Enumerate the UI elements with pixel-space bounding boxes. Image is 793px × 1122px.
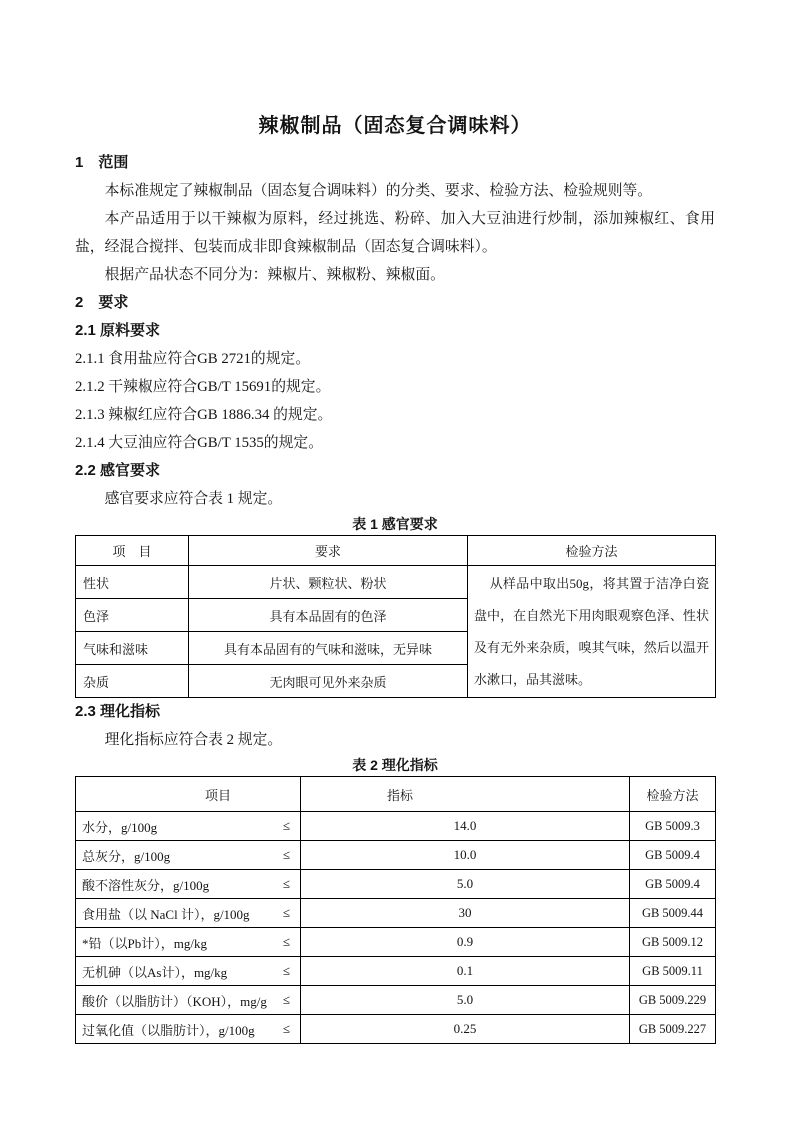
table-row [76,812,716,841]
less-equal-symbol: ≤ [282,1021,290,1036]
column-header-item: 项目 [76,777,301,812]
limit-value: 10.0 [301,841,630,870]
limit-value: 0.1 [301,957,630,986]
row-label: 色泽 [76,599,189,632]
table-row [76,986,716,1015]
item-name: 总灰分，g/100g [82,848,171,864]
table2-caption: 表 2 理化指标 [352,757,438,773]
less-equal-symbol: ≤ [282,847,290,862]
item-name: 无机砷（以As计），mg/kg [82,964,228,980]
item-name: 酸不溶性灰分，g/100g [82,877,210,893]
method-standard: GB 5009.227 [630,1015,716,1044]
table-row [76,928,716,957]
item-name: *铅（以Pb计），mg/kg [82,935,207,951]
heading-raw-material: 2.1 原料要求 [75,322,161,339]
less-equal-symbol: ≤ [282,934,290,949]
raw-material-item-4: 2.1.4 大豆油应符合GB/T 1535的规定。 [75,435,323,451]
less-equal-symbol: ≤ [282,876,290,891]
table-row [76,1015,716,1044]
scope-paragraph-3: 根据产品状态不同分为：辣椒片、辣椒粉、辣椒面。 [104,267,445,283]
table1-caption: 表 1 感官要求 [352,516,438,532]
method-standard: GB 5009.12 [630,928,716,957]
less-equal-symbol: ≤ [282,992,290,1007]
limit-value: 5.0 [301,986,630,1015]
less-equal-symbol: ≤ [282,905,290,920]
scope-paragraph-2: 本产品适用于以干辣椒为原料，经过挑选、粉碎、加入大豆油进行炒制，添加辣椒红、食用盐，经混合搅拌、包装而成非即食辣椒制品（固态复合调味料）。 [75,211,715,255]
column-header-item: 项 目 [76,536,189,566]
column-header-requirement: 要求 [189,536,468,566]
item-name: 食用盐（以 NaCl 计），g/100g [82,906,250,922]
page-title: 辣椒制品（固态复合调味料） [258,115,532,137]
method-standard: GB 5009.44 [630,899,716,928]
raw-material-item-3: 2.1.3 辣椒红应符合GB 1886.34 的规定。 [75,407,333,423]
method-standard: GB 5009.3 [630,812,716,841]
limit-value: 14.0 [301,812,630,841]
method-standard: GB 5009.4 [630,841,716,870]
limit-value: 5.0 [301,870,630,899]
method-standard: GB 5009.4 [630,870,716,899]
table-row [76,841,716,870]
method-cell: 从样品中取出50g，将其置于洁净白瓷盘中，在自然光下用肉眼观察色泽、性状及有无外来杂质，嗅其气味，然后以温开水漱口，品其滋味。 [468,566,716,698]
limit-value: 30 [301,899,630,928]
column-header-method: 检验方法 [630,777,716,812]
table-header-row [76,536,716,566]
table-row [76,870,716,899]
table-header-row [76,777,716,812]
requirement-cell: 具有本品固有的气味和滋味，无异味 [189,632,468,665]
requirement-cell: 无肉眼可见外来杂质 [189,665,468,698]
less-equal-symbol: ≤ [282,818,290,833]
physicochemical-intro: 理化指标应符合表 2 规定。 [104,732,283,748]
scope-paragraph-1: 本标准规定了辣椒制品（固态复合调味料）的分类、要求、检验方法、检验规则等。 [104,183,653,199]
limit-value: 0.25 [301,1015,630,1044]
row-label: 性状 [76,566,189,599]
limit-value: 0.9 [301,928,630,957]
item-name: 水分，g/100g [82,819,158,835]
column-header-limit: 指标 [301,777,630,812]
method-standard: GB 5009.11 [630,957,716,986]
sensory-intro: 感官要求应符合表 1 规定。 [104,491,283,507]
table-row [76,957,716,986]
heading-sensory: 2.2 感官要求 [75,462,161,479]
requirement-cell: 片状、颗粒状、粉状 [189,566,468,599]
heading-requirements: 2 要求 [75,294,129,311]
item-name: 酸价（以脂肪计）（KOH），mg/g [82,993,267,1009]
heading-physicochemical: 2.3 理化指标 [75,703,161,720]
row-label: 气味和滋味 [76,632,189,665]
raw-material-item-2: 2.1.2 干辣椒应符合GB/T 15691的规定。 [75,379,331,395]
item-name: 过氧化值（以脂肪计），g/100g [82,1022,255,1038]
physicochemical-table [75,776,716,1044]
column-header-method: 检验方法 [468,536,716,566]
requirement-cell: 具有本品固有的色泽 [189,599,468,632]
table-row [76,566,716,599]
less-equal-symbol: ≤ [282,963,290,978]
raw-material-item-1: 2.1.1 食用盐应符合GB 2721的规定。 [75,351,311,367]
sensory-table [75,535,716,698]
row-label: 杂质 [76,665,189,698]
heading-scope: 1 范围 [75,154,129,171]
table-row [76,899,716,928]
method-standard: GB 5009.229 [630,986,716,1015]
